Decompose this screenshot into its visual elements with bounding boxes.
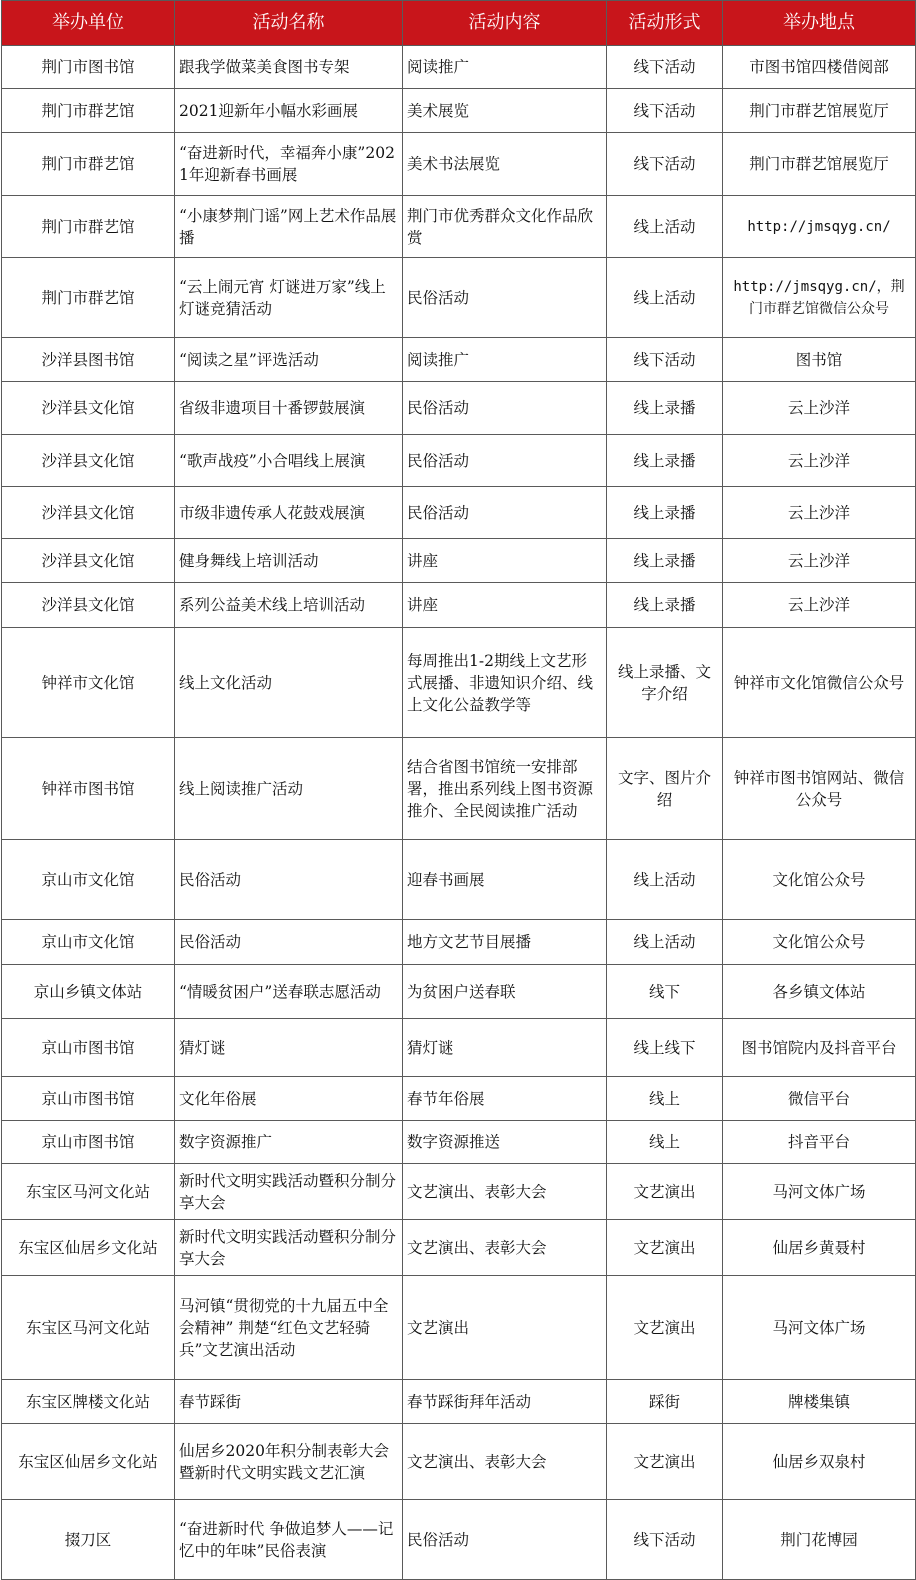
table-row: [2, 46, 916, 89]
cell-activity-name: 省级非遗项目十番锣鼓展演: [175, 382, 403, 435]
cell-organizer: 沙洋县文化馆: [2, 382, 175, 435]
cell-location: 荆门花博园: [723, 1500, 916, 1580]
header-activity-form: 活动形式: [607, 1, 723, 46]
header-location: 举办地点: [723, 1, 916, 46]
cell-activity-form: 线下活动: [607, 46, 723, 89]
cell-activity-form: 线上录播: [607, 382, 723, 435]
cell-organizer: 沙洋县文化馆: [2, 583, 175, 628]
cell-activity-content: 民俗活动: [403, 382, 607, 435]
table-row: [2, 840, 916, 920]
cell-organizer: 荆门市群艺馆: [2, 89, 175, 133]
table-row: [2, 1380, 916, 1424]
cell-location: 仙居乡双泉村: [723, 1424, 916, 1500]
cell-organizer: 沙洋县文化馆: [2, 539, 175, 583]
cell-activity-name: “小康梦荆门谣”网上艺术作品展播: [175, 196, 403, 258]
table-row: [2, 258, 916, 338]
cell-activity-name: 市级非遗传承人花鼓戏展演: [175, 487, 403, 539]
cell-organizer: 荆门市群艺馆: [2, 196, 175, 258]
cell-activity-content: 阅读推广: [403, 46, 607, 89]
cell-location-link[interactable]: http://jmsqyg.cn/: [723, 196, 916, 258]
cell-location: 云上沙洋: [723, 487, 916, 539]
cell-activity-content: 每周推出1-2期线上文艺形式展播、非遗知识介绍、线上文化公益教学等: [403, 628, 607, 738]
table-row: [2, 435, 916, 487]
cell-activity-form: 线下活动: [607, 1500, 723, 1580]
cell-location: 钟祥市文化馆微信公众号: [723, 628, 916, 738]
table-row: [2, 1220, 916, 1276]
table-row: [2, 338, 916, 382]
cell-activity-content: 民俗活动: [403, 258, 607, 338]
cell-organizer: 东宝区牌楼文化站: [2, 1380, 175, 1424]
cell-activity-name: “奋进新时代 争做追梦人——记忆中的年味”民俗表演: [175, 1500, 403, 1580]
cell-activity-form: 踩街: [607, 1380, 723, 1424]
cell-activity-form: 文艺演出: [607, 1164, 723, 1220]
table-row: [2, 1164, 916, 1220]
cell-organizer: 沙洋县文化馆: [2, 487, 175, 539]
table-row: [2, 539, 916, 583]
cell-organizer: 京山市图书馆: [2, 1121, 175, 1164]
cell-activity-name: 线上阅读推广活动: [175, 738, 403, 840]
cell-activity-content: 阅读推广: [403, 338, 607, 382]
cell-location: 文化馆公众号: [723, 840, 916, 920]
table-row: [2, 196, 916, 258]
cell-activity-name: 新时代文明实践活动暨积分制分享大会: [175, 1164, 403, 1220]
table-row: [2, 1077, 916, 1121]
cell-activity-form: 线下活动: [607, 89, 723, 133]
table-row: [2, 89, 916, 133]
cell-activity-content: 数字资源推送: [403, 1121, 607, 1164]
cell-location: 各乡镇文体站: [723, 965, 916, 1019]
cell-activity-content: 文艺演出: [403, 1276, 607, 1380]
table-row: [2, 133, 916, 196]
cell-organizer: 荆门市群艺馆: [2, 133, 175, 196]
cell-activity-name: “歌声战疫”小合唱线上展演: [175, 435, 403, 487]
table-row: [2, 382, 916, 435]
cell-activity-form: 线下: [607, 965, 723, 1019]
cell-activity-name: 健身舞线上培训活动: [175, 539, 403, 583]
cell-activity-form: 线上活动: [607, 196, 723, 258]
cell-activity-name: 新时代文明实践活动暨积分制分享大会: [175, 1220, 403, 1276]
cell-location: 牌楼集镇: [723, 1380, 916, 1424]
cell-activity-name: 数字资源推广: [175, 1121, 403, 1164]
cell-activity-form: 线下活动: [607, 338, 723, 382]
cell-location: 荆门市群艺馆展览厅: [723, 133, 916, 196]
cell-organizer: 京山市文化馆: [2, 840, 175, 920]
cell-activity-name: “云上闹元宵 灯谜进万家”线上灯谜竞猜活动: [175, 258, 403, 338]
cell-activity-name: 春节踩街: [175, 1380, 403, 1424]
table-row: [2, 1019, 916, 1077]
cell-activity-content: 民俗活动: [403, 435, 607, 487]
cell-activity-form: 线上: [607, 1077, 723, 1121]
cell-activity-form: 线上活动: [607, 258, 723, 338]
header-activity-content: 活动内容: [403, 1, 607, 46]
cell-activity-form: 文字、图片介绍: [607, 738, 723, 840]
table-row: [2, 1500, 916, 1580]
cell-activity-form: 线上录播: [607, 435, 723, 487]
cell-activity-name: 民俗活动: [175, 920, 403, 965]
cell-activity-content: 猜灯谜: [403, 1019, 607, 1077]
cell-activity-content: 春节年俗展: [403, 1077, 607, 1121]
cell-activity-content: 讲座: [403, 583, 607, 628]
table-row: [2, 920, 916, 965]
cell-activity-content: 民俗活动: [403, 487, 607, 539]
cell-activity-form: 线上录播: [607, 583, 723, 628]
cell-activity-name: 系列公益美术线上培训活动: [175, 583, 403, 628]
cell-activity-content: 文艺演出、表彰大会: [403, 1424, 607, 1500]
table-row: [2, 1121, 916, 1164]
cell-activity-content: 荆门市优秀群众文化作品欣赏: [403, 196, 607, 258]
header-activity-name: 活动名称: [175, 1, 403, 46]
cell-activity-name: 仙居乡2020年积分制表彰大会暨新时代文明实践文艺汇演: [175, 1424, 403, 1500]
cell-activity-content: 美术展览: [403, 89, 607, 133]
header-row: [2, 1, 916, 46]
cell-location: 图书馆: [723, 338, 916, 382]
cell-location-link[interactable]: http://jmsqyg.cn/，荆门市群艺馆微信公众号: [723, 258, 916, 338]
cell-activity-name: 民俗活动: [175, 840, 403, 920]
cell-activity-form: 线上活动: [607, 920, 723, 965]
cell-location: 文化馆公众号: [723, 920, 916, 965]
cell-organizer: 京山市图书馆: [2, 1077, 175, 1121]
cell-activity-name: “情暖贫困户”送春联志愿活动: [175, 965, 403, 1019]
cell-organizer: 沙洋县图书馆: [2, 338, 175, 382]
cell-organizer: 掇刀区: [2, 1500, 175, 1580]
cell-organizer: 荆门市图书馆: [2, 46, 175, 89]
table-row: [2, 965, 916, 1019]
cell-activity-content: 美术书法展览: [403, 133, 607, 196]
cell-activity-content: 迎春书画展: [403, 840, 607, 920]
table-row: [2, 487, 916, 539]
cell-activity-name: 文化年俗展: [175, 1077, 403, 1121]
cell-location: 云上沙洋: [723, 539, 916, 583]
cell-organizer: 京山乡镇文体站: [2, 965, 175, 1019]
cell-location: 微信平台: [723, 1077, 916, 1121]
cell-activity-content: 文艺演出、表彰大会: [403, 1220, 607, 1276]
cell-activity-content: 春节踩街拜年活动: [403, 1380, 607, 1424]
table-row: [2, 628, 916, 738]
table-row: [2, 738, 916, 840]
cell-activity-form: 线上活动: [607, 840, 723, 920]
cell-organizer: 东宝区仙居乡文化站: [2, 1424, 175, 1500]
activities-table: [1, 0, 916, 1580]
cell-location: 市图书馆四楼借阅部: [723, 46, 916, 89]
cell-activity-content: 文艺演出、表彰大会: [403, 1164, 607, 1220]
cell-location: 荆门市群艺馆展览厅: [723, 89, 916, 133]
cell-activity-form: 线上录播: [607, 487, 723, 539]
cell-activity-content: 讲座: [403, 539, 607, 583]
cell-activity-name: “阅读之星”评选活动: [175, 338, 403, 382]
cell-organizer: 京山市文化馆: [2, 920, 175, 965]
cell-activity-name: “奋进新时代，幸福奔小康”2021年迎新春书画展: [175, 133, 403, 196]
cell-organizer: 东宝区马河文化站: [2, 1164, 175, 1220]
cell-activity-name: 线上文化活动: [175, 628, 403, 738]
cell-location: 云上沙洋: [723, 382, 916, 435]
table-row: [2, 583, 916, 628]
cell-location: 钟祥市图书馆网站、微信公众号: [723, 738, 916, 840]
cell-organizer: 东宝区马河文化站: [2, 1276, 175, 1380]
cell-activity-content: 民俗活动: [403, 1500, 607, 1580]
cell-organizer: 钟祥市图书馆: [2, 738, 175, 840]
cell-organizer: 东宝区仙居乡文化站: [2, 1220, 175, 1276]
cell-location: 抖音平台: [723, 1121, 916, 1164]
cell-location: 云上沙洋: [723, 435, 916, 487]
cell-activity-form: 线下活动: [607, 133, 723, 196]
cell-location: 马河文体广场: [723, 1164, 916, 1220]
cell-activity-name: 马河镇“贯彻党的十九届五中全会精神” 荆楚“红色文艺轻骑兵”文艺演出活动: [175, 1276, 403, 1380]
cell-organizer: 沙洋县文化馆: [2, 435, 175, 487]
cell-activity-form: 线上线下: [607, 1019, 723, 1077]
cell-activity-form: 文艺演出: [607, 1220, 723, 1276]
table-row: [2, 1276, 916, 1380]
cell-organizer: 京山市图书馆: [2, 1019, 175, 1077]
cell-location: 仙居乡黄聂村: [723, 1220, 916, 1276]
cell-location: 马河文体广场: [723, 1276, 916, 1380]
header-organizer: 举办单位: [2, 1, 175, 46]
cell-organizer: 荆门市群艺馆: [2, 258, 175, 338]
cell-activity-content: 结合省图书馆统一安排部署，推出系列线上图书资源推介、全民阅读推广活动: [403, 738, 607, 840]
cell-location: 图书馆院内及抖音平台: [723, 1019, 916, 1077]
cell-activity-form: 文艺演出: [607, 1424, 723, 1500]
cell-activity-name: 猜灯谜: [175, 1019, 403, 1077]
cell-organizer: 钟祥市文化馆: [2, 628, 175, 738]
cell-activity-form: 线上录播: [607, 539, 723, 583]
cell-activity-content: 为贫困户送春联: [403, 965, 607, 1019]
cell-activity-name: 2021迎新年小幅水彩画展: [175, 89, 403, 133]
cell-activity-form: 线上录播、文字介绍: [607, 628, 723, 738]
cell-location: 云上沙洋: [723, 583, 916, 628]
table-row: [2, 1424, 916, 1500]
cell-activity-form: 线上: [607, 1121, 723, 1164]
cell-activity-form: 文艺演出: [607, 1276, 723, 1380]
cell-activity-name: 跟我学做菜美食图书专架: [175, 46, 403, 89]
cell-activity-content: 地方文艺节目展播: [403, 920, 607, 965]
